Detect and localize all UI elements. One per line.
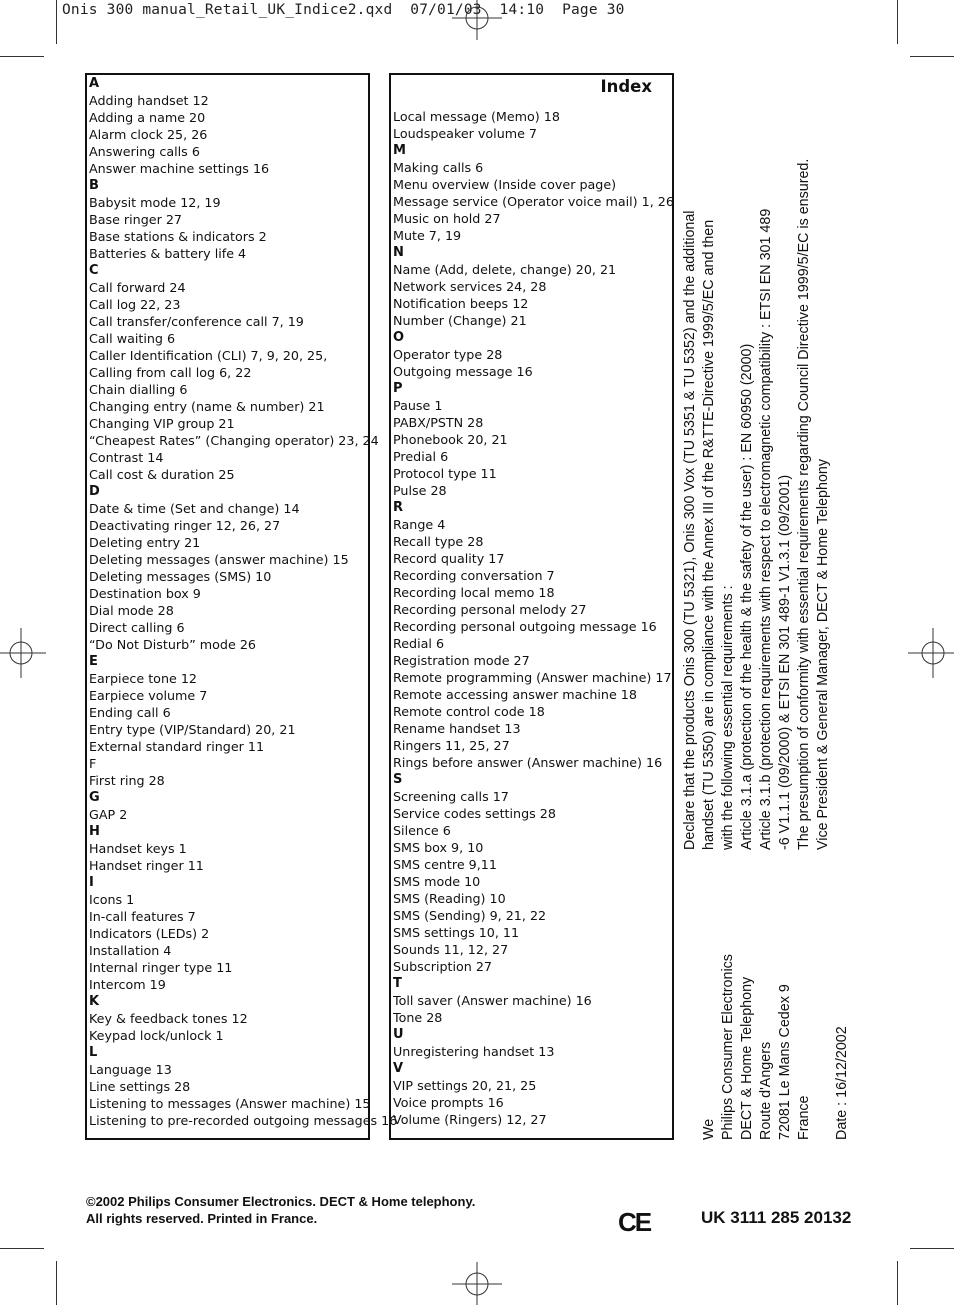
index-entry: Call transfer/conference call 7, 19 — [89, 314, 304, 329]
registration-mark-icon — [452, 0, 502, 40]
index-entry: Toll saver (Answer machine) 16 — [393, 993, 592, 1008]
index-entry: Mute 7, 19 — [393, 228, 462, 243]
index-letter-heading: B — [89, 178, 99, 193]
index-entry: Silence 6 — [393, 823, 451, 838]
index-entry: Name (Add, delete, change) 20, 21 — [393, 262, 617, 277]
index-entry: Unregistering handset 13 — [393, 1044, 555, 1059]
index-entry: Deleting messages (SMS) 10 — [89, 569, 272, 584]
index-entry: Subscription 27 — [393, 959, 493, 974]
index-entry: Voice prompts 16 — [393, 1095, 504, 1110]
index-entry: Range 4 — [393, 517, 446, 532]
index-box-left — [85, 73, 398, 1140]
crop-mark — [56, 0, 57, 44]
index-entry: Contrast 14 — [89, 450, 164, 465]
index-entry: Remote control code 18 — [393, 704, 545, 719]
declaration-line: Article 3.1.a (protection of the health & the safety of the user) : EN 60950 (2000) — [739, 343, 755, 850]
index-entry: SMS box 9, 10 — [393, 840, 484, 855]
declaration-text — [681, 150, 833, 850]
declaration-line: Article 3.1.b (protection requirements with respect to electromagnetic compatibility : ETSI EN 301 489 — [758, 208, 774, 850]
index-list-left — [89, 75, 398, 1129]
index-entry: Handset ringer 11 — [89, 858, 204, 873]
index-entry: Recording personal outgoing message 16 — [393, 619, 657, 634]
index-entry: Pause 1 — [393, 398, 443, 413]
declaration-of-conformity — [682, 158, 960, 1140]
index-entry: Registration mode 27 — [393, 653, 530, 668]
index-entry: Music on hold 27 — [393, 211, 501, 226]
address-line — [814, 940, 833, 1140]
crop-mark — [910, 56, 954, 57]
declaration-line: -6 V1.1.1 (09/2000) & ETSI EN 301 489-1 V1.3.1 (09/2001) — [777, 474, 793, 850]
declaration-line: handset (TU 5350) are in compliance with the Annex III of the R&TTE-Directive 1999/5/EC and then — [701, 219, 717, 850]
index-entry: Adding handset 12 — [89, 93, 209, 108]
index-entry: SMS (Sending) 9, 21, 22 — [393, 908, 547, 923]
index-entry: Rename handset 13 — [393, 721, 521, 736]
index-entry: Local message (Memo) 18 — [393, 109, 560, 124]
index-entry: Notification beeps 12 — [393, 296, 529, 311]
ce-mark-icon: CE — [618, 1207, 651, 1237]
index-letter-heading: O — [393, 330, 405, 345]
index-entry: Phonebook 20, 21 — [393, 432, 508, 447]
index-entry: Rings before answer (Answer machine) 16 — [393, 755, 663, 770]
index-entry: SMS mode 10 — [393, 874, 481, 889]
index-letter-heading: H — [89, 824, 100, 839]
index-entry: Changing VIP group 21 — [89, 416, 235, 431]
file-slug: Onis 300 manual_Retail_UK_Indice2.qxd 07/01/03 14:10 Page 30 — [62, 2, 625, 18]
declaration-line: Declare that the products Onis 300 (TU 5321), Onis 300 Vox (TU 5351 & TU 5352) and the additional — [682, 210, 698, 850]
index-entry: Date & time (Set and change) 14 — [89, 501, 300, 516]
index-entry: Pulse 28 — [393, 483, 447, 498]
index-entry: “Do Not Disturb” mode 26 — [89, 637, 256, 652]
index-entry: Intercom 19 — [89, 977, 166, 992]
index-entry: Batteries & battery life 4 — [89, 246, 247, 261]
address-line: DECT & Home Telephony — [739, 976, 755, 1140]
copyright-line: ©2002 Philips Consumer Electronics. DECT & Home telephony. — [86, 1194, 476, 1209]
crop-mark — [897, 1261, 898, 1305]
index-entry: Base ringer 27 — [89, 212, 182, 227]
index-entry: Earpiece tone 12 — [89, 671, 197, 686]
index-entry: Language 13 — [89, 1062, 172, 1077]
index-entry: Recording local memo 18 — [393, 585, 555, 600]
index-entry: SMS settings 10, 11 — [393, 925, 520, 940]
index-entry: Deactivating ringer 12, 26, 27 — [89, 518, 281, 533]
index-entry: Deleting entry 21 — [89, 535, 201, 550]
index-letter-heading: I — [89, 875, 94, 890]
index-entry: Internal ringer type 11 — [89, 960, 233, 975]
address-line: France — [796, 1095, 812, 1140]
index-entry: Installation 4 — [89, 943, 172, 958]
index-entry: Handset keys 1 — [89, 841, 187, 856]
index-entry: Changing entry (name & number) 21 — [89, 399, 325, 414]
index-entry: Answer machine settings 16 — [89, 161, 270, 176]
index-letter-heading: N — [393, 245, 404, 260]
address-line: Philips Consumer Electronics — [720, 954, 736, 1140]
index-entry: Deleting messages (answer machine) 15 — [89, 552, 349, 567]
index-entry: Listening to messages (Answer machine) 15 — [89, 1096, 371, 1111]
rights-line: All rights reserved. Printed in France. — [86, 1211, 318, 1226]
index-letter-heading: P — [393, 381, 403, 396]
address-line: Route d'Angers — [758, 1041, 774, 1140]
index-entry: Babysit mode 12, 19 — [89, 195, 221, 210]
declaration-address — [700, 940, 852, 1140]
index-entry: Call forward 24 — [89, 280, 186, 295]
index-entry: Making calls 6 — [393, 160, 484, 175]
index-entry: Number (Change) 21 — [393, 313, 527, 328]
index-entry: Message service (Operator voice mail) 1, 26 — [393, 194, 674, 209]
index-entry: Remote programming (Answer machine) 17 — [393, 670, 672, 685]
index-letter-heading: L — [89, 1045, 98, 1060]
index-entry: Calling from call log 6, 22 — [89, 365, 252, 380]
document-code: UK 3111 285 20132 — [701, 1208, 852, 1227]
index-entry: Operator type 28 — [393, 347, 503, 362]
index-entry: Line settings 28 — [89, 1079, 191, 1094]
index-entry: Screening calls 17 — [393, 789, 509, 804]
declaration-line: The presumption of conformity with essential requirements regarding Council Directive 1999/5/EC is ensured. — [796, 158, 812, 850]
index-letter-heading: C — [89, 263, 99, 278]
index-entry: SMS (Reading) 10 — [393, 891, 506, 906]
index-entry: Redial 6 — [393, 636, 445, 651]
declaration-line: Vice President & General Manager, DECT & Home Telephony — [815, 459, 831, 850]
index-entry: Keypad lock/unlock 1 — [89, 1028, 224, 1043]
index-entry: Menu overview (Inside cover page) — [393, 177, 617, 192]
index-entry: Direct calling 6 — [89, 620, 185, 635]
index-entry: Alarm clock 25, 26 — [89, 127, 208, 142]
index-entry: Call waiting 6 — [89, 331, 176, 346]
index-entry: Answering calls 6 — [89, 144, 200, 159]
index-list-right — [393, 108, 674, 1128]
index-letter-heading: S — [393, 772, 403, 787]
index-box-right — [389, 73, 674, 1140]
index-entry: Call log 22, 23 — [89, 297, 181, 312]
index-entry: Call cost & duration 25 — [89, 467, 235, 482]
index-entry: F — [89, 756, 97, 771]
index-letter-heading: A — [89, 76, 100, 91]
copyright-footer — [86, 1193, 475, 1227]
index-entry: Sounds 11, 12, 27 — [393, 942, 509, 957]
index-entry: Destination box 9 — [89, 586, 201, 601]
index-entry: Remote accessing answer machine 18 — [393, 687, 637, 702]
crop-mark — [0, 56, 44, 57]
index-letter-heading: T — [393, 976, 402, 991]
index-entry: GAP 2 — [89, 807, 128, 822]
index-entry: Recording personal melody 27 — [393, 602, 587, 617]
index-entry: Ringers 11, 25, 27 — [393, 738, 510, 753]
index-entry: Caller Identification (CLI) 7, 9, 20, 25, — [89, 348, 328, 363]
index-entry: Volume (Ringers) 12, 27 — [393, 1112, 547, 1127]
index-entry: Listening to pre-recorded outgoing messages 16 — [89, 1113, 398, 1128]
index-letter-heading: V — [393, 1061, 404, 1076]
index-letter-heading: D — [89, 484, 100, 499]
index-entry: Recall type 28 — [393, 534, 484, 549]
index-entry: Chain dialling 6 — [89, 382, 188, 397]
crop-mark — [897, 0, 898, 44]
address-line: 72081 Le Mans Cedex 9 — [777, 984, 793, 1140]
index-entry: Entry type (VIP/Standard) 20, 21 — [89, 722, 296, 737]
index-entry: Record quality 17 — [393, 551, 505, 566]
index-letter-heading: E — [89, 654, 98, 669]
declaration-line: with the following essential requirements : — [720, 585, 736, 850]
crop-mark — [56, 1261, 57, 1305]
index-entry: External standard ringer 11 — [89, 739, 265, 754]
index-entry: Predial 6 — [393, 449, 449, 464]
index-entry: Ending call 6 — [89, 705, 171, 720]
index-entry: “Cheapest Rates” (Changing operator) 23, 24 — [89, 433, 379, 448]
crop-mark — [910, 1248, 954, 1249]
index-entry: Network services 24, 28 — [393, 279, 547, 294]
index-letter-heading: G — [89, 790, 100, 805]
index-entry: Adding a name 20 — [89, 110, 206, 125]
index-entry: PABX/PSTN 28 — [393, 415, 484, 430]
index-entry: Icons 1 — [89, 892, 135, 907]
index-letter-heading: M — [393, 143, 406, 158]
index-entry: In-call features 7 — [89, 909, 196, 924]
index-entry: Dial mode 28 — [89, 603, 174, 618]
index-letter-heading: K — [89, 994, 100, 1009]
index-entry: Earpiece volume 7 — [89, 688, 208, 703]
index-entry: Base stations & indicators 2 — [89, 229, 267, 244]
index-entry: First ring 28 — [89, 773, 165, 788]
index-entry: SMS centre 9,11 — [393, 857, 497, 872]
address-line: Date : 16/12/2002 — [834, 1026, 850, 1140]
index-entry: Outgoing message 16 — [393, 364, 533, 379]
address-line: We — [701, 1118, 717, 1140]
index-entry: Tone 28 — [393, 1010, 443, 1025]
index-entry: VIP settings 20, 21, 25 — [393, 1078, 537, 1093]
index-letter-heading: U — [393, 1027, 404, 1042]
index-entry: Key & feedback tones 12 — [89, 1011, 248, 1026]
crop-mark — [0, 1248, 44, 1249]
registration-mark-icon — [452, 1262, 502, 1305]
index-entry: Loudspeaker volume 7 — [393, 126, 538, 141]
index-letter-heading: R — [393, 500, 404, 515]
index-entry: Indicators (LEDs) 2 — [89, 926, 210, 941]
page-title: Index — [600, 77, 652, 96]
index-entry: Protocol type 11 — [393, 466, 497, 481]
registration-mark-icon — [0, 628, 46, 678]
index-entry: Service codes settings 28 — [393, 806, 556, 821]
index-entry: Recording conversation 7 — [393, 568, 555, 583]
